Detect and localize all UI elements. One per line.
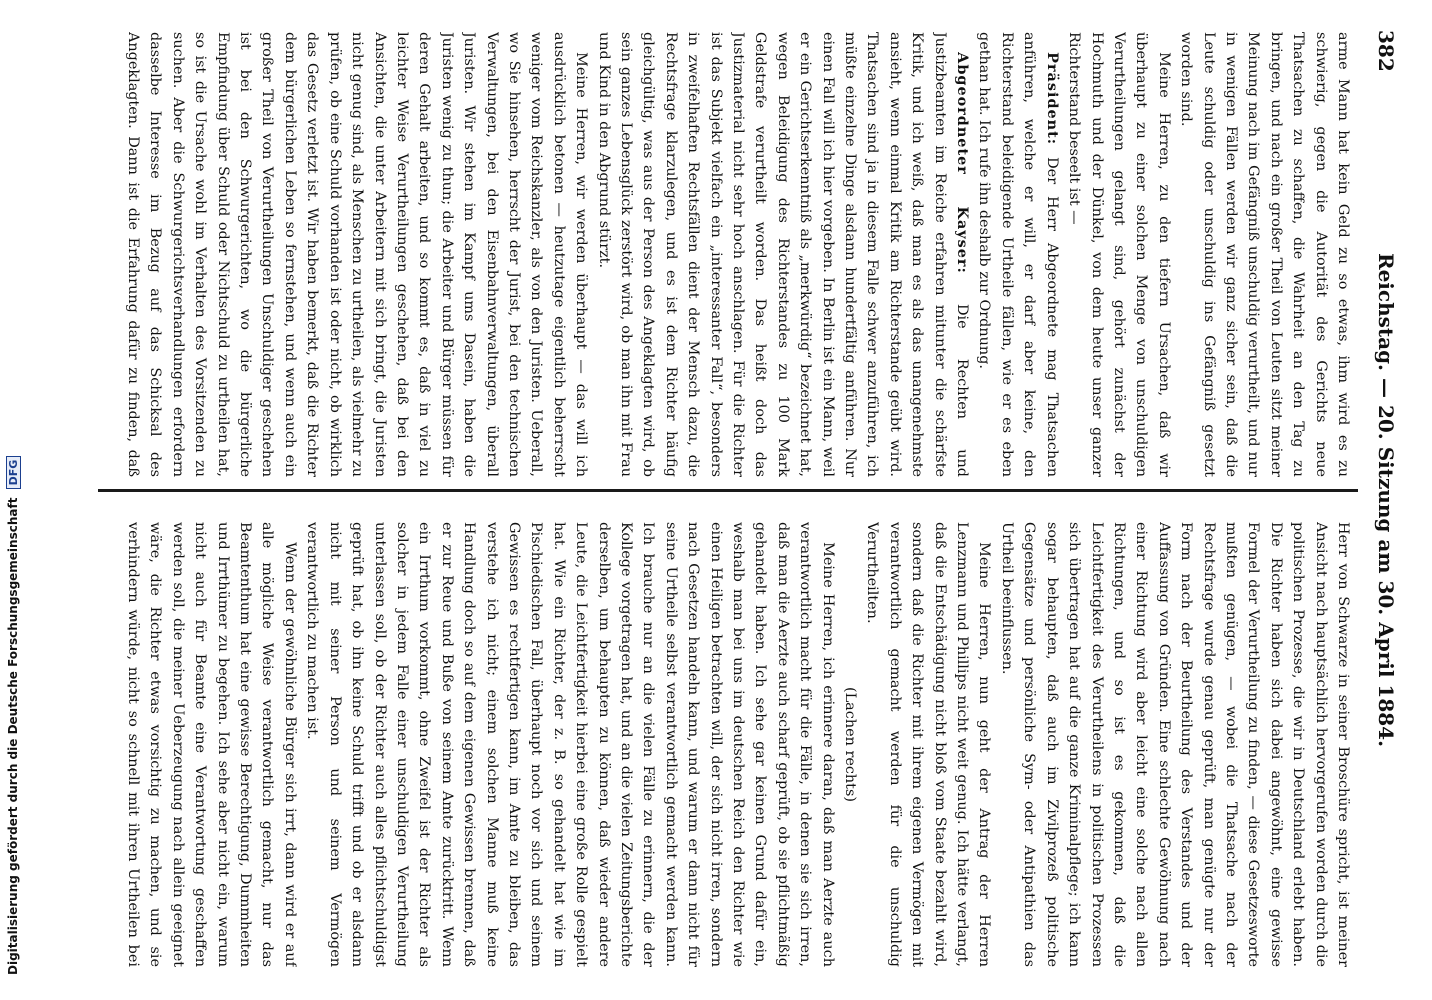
left-column bbox=[124, 32, 1354, 477]
paragraph: Wenn der gewöhnliche Bürger sich irrt, dann wird er auf alle mögliche Weise verantwortlich gemacht, nur das Beamtenthum hat eine gewisse Berechtigung, Dummheiten und Irrthümer zu begehen. Ich sehe aber nicht ein, warum nicht auch für Beamte eine Verantwortung geschaffen werden soll, die meiner Ueberzeugung nach allein geeignet wäre, die Richter etwas vorsichtig zu machen, und sie verhindern würde, nicht so schnell mit ihren Urtheilen bei bbox=[125, 522, 298, 967]
page-header bbox=[1368, 30, 1398, 970]
paragraph: Meine Herren, ich erinnere daran, daß man Aerzte auch verantwortlich macht für die Fälle, in denen sie sich irren, daß man die Aerzte auch scharf geprüft, ob sie pflichtmäßig gehandelt haben. Ich sehe gar keinen Grund dafür ein, weshalb man bei uns im deutschen Reich den Richter wie einen Heiligen betrachten will, der sich nicht irren, sondern nach Gesetzen handeln kann, und warum er dann nicht für seine Urtheile selbst verantwortlich gemacht werden kann. Ich brauche nur an die vielen Fälle zu erinnern, die der Kollege vorgetragen hat, und an die vielen Zeitungsberichte derselben, um behaupten zu können, daß wieder andere Leute, die Leichtfertigkeit hierbei eine große Rolle gespielt hat. Wie ein Richter, der z. B. so gehandelt hat wie im Pischiedischen Fall, überhaupt noch vor sich und seinem Gewissen es rechtfertigen kann, im Amte zu bleiben, das verstehe ich nicht; einem solchen Manne muß keine Handlung doch so auf dem eigenen Gewissen brennen, daß er zur Reue und Buße von seinem Amte zurücktritt. Wenn ein Irrthum vorkommt, ohne Zweifel ist der Richter als solcher in jedem Falle einer unschuldigen Verurtheilung unterlassen soll, ob der Richter auch alles pflichtschuldigst geprüft hat, ob ihn keine Schuld trifft und ob er alsdann nicht mit seiner Person und seinem Vermögen verantwortlich zu machen ist. bbox=[304, 522, 836, 967]
speaker-name: Abgeordneter Kayser: bbox=[954, 52, 972, 274]
speech-text: Die Rechten und Justizbeamten im Reiche erfahren mitunter die schärfste Kritik, und ich weiß, daß man es als das unangenehmste ansieht, wenn einmal Kritik am Richterstande geübt wird. Thatsachen sind ja in diesem Falle schwer anzuführen, ich müßte einzelne Dinge alsdann hundertfältig anführen. Nur einen Fall will ich hier vorgeben. In Berlin ist ein Mann, weil er ein Gerichtserkenntniß als „merkwürdig“ bezeichnet hat, wegen Beleidigung des Richterstandes zu 100 Mark Geldstrafe verurtheilt worden. Das heißt doch das Justizmaterial nicht sehr hoch anschlagen. Für die Richter ist das Subjekt vielfach ein „interessanter Fall“, besonders in zweifelhaften Rechtsfällen dient der Mensch dazu, die Rechtsfrage klarzulegen, und es ist dem Richter häufig gleichgültig, was aus der Person des Angeklagten wird, ob sein ganzes Lebensglück zerstört wird, ob man ihn mit Frau und Kind in den Abgrund stürzt. bbox=[595, 32, 971, 477]
page-number: 382 bbox=[1374, 30, 1398, 72]
column-divider bbox=[98, 489, 1358, 492]
interjection: (Lachen rechts) bbox=[842, 687, 859, 802]
paragraph: Meine Herren, nun geht der Antrag der Herren Lenzmann und Phillips nicht weit genug. Ich hätte verlangt, daß die Entschädigung nicht bloß vom Staate bezahlt wird, sondern daß die Richter mit ihrem eigenen Vermögen mit verantwortlich gemacht werden für die unschuldig Verurtheilten. bbox=[864, 522, 993, 967]
paragraph: Meine Herren, zu den tiefern Ursachen, daß wir überhaupt zu einer solchen Menge von unschuldigen Verurtheilungen gelangt sind, gehört zunächst der Hochmuth und der Dünkel, von dem heute unser ganzer Richterstand beseelt ist — bbox=[1066, 32, 1172, 477]
speech-text: Der Herr Abgeordnete mag Thatsachen anführen, welche er will, er darf aber keine, den Richterstand beleidigende Urtheile fällen, wie er es eben gethan hat. Ich rufe ihn deshalb zur Ordnung. bbox=[976, 32, 1060, 477]
paragraph: Meine Herren, wir werden überhaupt — das will ich ausdrücklich betonen — heutzutage eigentlich beherrscht weniger vom Reichskanzler, als von den Juristen. Ueberall, wo Sie hinsehen, herrscht der Jurist, bei den technischen Verwaltungen, bei den Eisenbahnverwaltungen, überall Juristen. Wir stehen im Kampf ums Dasein, haben die Juristen wenig zu thun; die Arbeiter und Bürger müssen für deren Gehalt arbeiten, und so kommt es, daß in viel zu leichter Weise Verurtheilungen geschehen, daß bei den Ansichten, die unter Arbeitern mit sich bringt, die Juristen nicht genug sind, als Menschen zu urtheilen, als vielmehr zu prüfen, ob eine Schuld vorhanden ist oder nicht, ob wirklich das Gesetz verletzt ist. Wir haben bemerkt, daß die Richter dem bürgerlichen Leben so fernstehen, und wenn auch ein großer Theil von Verurtheilungen Unschuldiger geschehen ist bei den Schwurgerichten, wo die bürgerliche Empfindung über Schuld oder Nichtschuld zu urtheilen hat, so ist die Ursache wohl im Verhalten des Vorsitzenden zu suchen. Aber die Schwurgerichtsverhandlungen erfordern dasselbe Interesse im Bezug auf das Schicksal des Angeklagten. Dann ist die Erfahrung dafür zu finden, daß bbox=[125, 32, 590, 477]
dfg-logo: DFG bbox=[6, 456, 21, 490]
paragraph: Herr von Schwarze in seiner Broschüre spricht, ist meiner Ansicht nach hauptsächlich hervorgerufen worden durch die politischen Prozesse, die wir in Deutschland erlebt haben. Die Richter haben sich dabei angewöhnt, eine gewisse Formel der Verurtheilung zu finden, — diese Gesetzesworte mußten genügen, — wobei die Thatsache nach der Rechtsfrage wurde genau geprüft, man genügte nur der Form nach der Beurtheilung des Verstandes und der Auffassung von Gründen. Eine schlechte Gewöhnung nach einer Richtung wird aber leicht eine solche nach allen Richtungen, und so ist es gekommen, daß die Leichtfertigkeit des Verurtheilens in politischen Prozessen sich übertragen hat auf die ganze Kriminalpflege; ich kann sogar behaupten, daß auch im Zivilprozeß politische Gegensätze und persönliche Sym- oder Antipathien das Urtheil beeinflussen. bbox=[998, 522, 1351, 967]
paragraph bbox=[973, 32, 1063, 477]
digitization-credit-text: Digitalisierung gefördert durch die Deutsche Forschungsgemeinschaft bbox=[6, 497, 20, 975]
page-title: Reichstag. — 20. Sitzung am 30. April 1884. bbox=[1374, 252, 1398, 748]
paragraph: arme Mann hat kein Geld zu so etwas, ihm wird es zu schwierig, gegen die Autorität des Gerichts neue Thatsachen zu schaffen, die Wahrheit an den Tag zu bringen, und nach ein großer Theil von Leuten sitzt meiner Meinung nach im Gefängniß unschuldig verurtheilt, und nur in wenigen Fällen werden wir ganz sicher sein, daß die Leute schuldig oder unschuldig ins Gefängniß gesetzt worden sind. bbox=[1178, 32, 1351, 477]
paragraph bbox=[592, 32, 973, 477]
right-column bbox=[124, 522, 1354, 967]
speaker-name: Präsident: bbox=[1043, 52, 1061, 146]
